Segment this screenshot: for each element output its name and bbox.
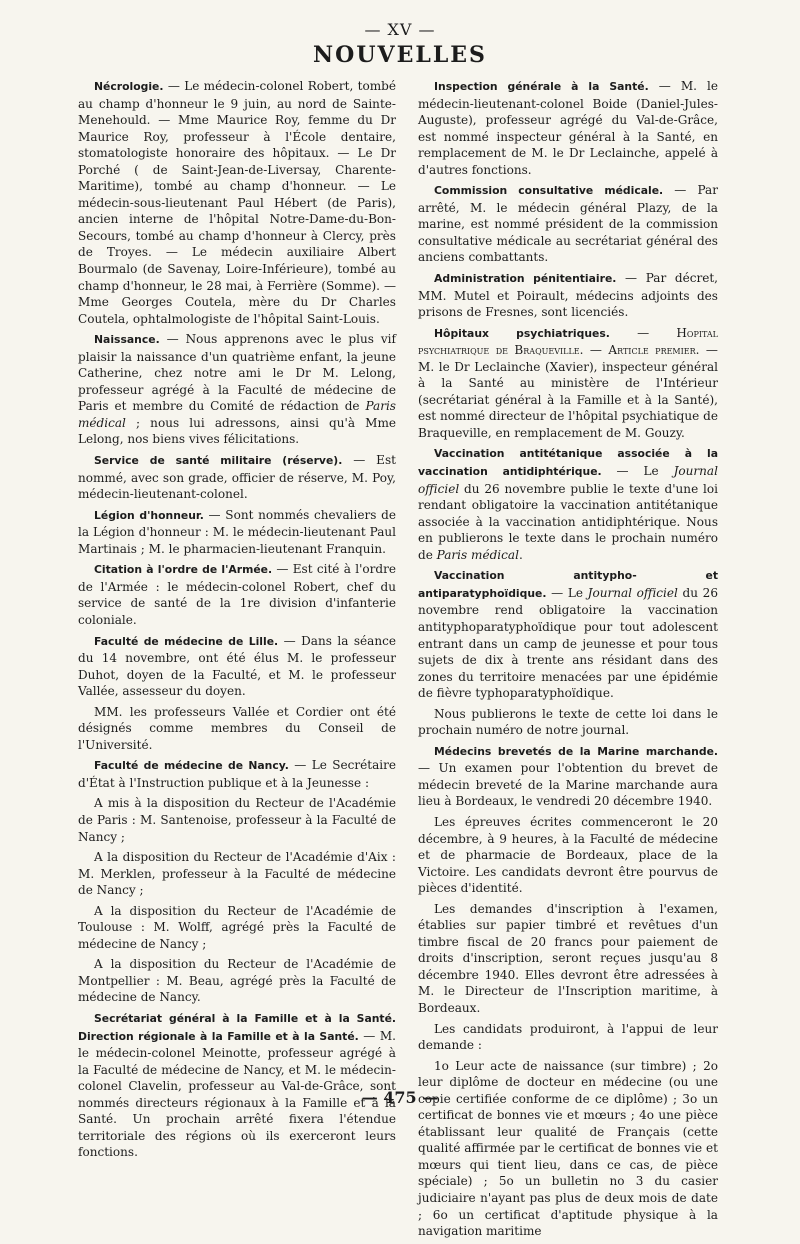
news-paragraph: A mis à la disposition du Recteur de l'Académie de Paris : M. Santenoise, professeur à la Faculté de Nancy ; [78, 796, 396, 844]
news-item-faculte-nancy [78, 757, 396, 791]
news-item-secretariat-famille [78, 1010, 396, 1161]
item-smallcaps: Hopital psychiatrique de Braqueville. — Article premier. [418, 325, 718, 358]
item-text-after: du 26 novembre publie le texte d'une loi rendant obligatoire la vaccination antitétanique associée à la vaccination antidiphtérique. Nous en publierons le texte dans le prochain numéro de [418, 481, 718, 562]
news-item-vaccination-antitypho [418, 567, 718, 701]
news-paragraph: Les épreuves écrites commenceront le 20 décembre, à 9 heures, à la Faculté de médecine et de pharmacie de Bordeaux, place de la Victoire. Les candidats devront être pourvus de pièces d'identité. [418, 814, 718, 896]
news-paragraph: A la disposition du Recteur de l'Académie de Montpellier : M. Beau, agrégé près la Faculté de médecine de Nancy. [78, 957, 396, 1005]
item-heading: Vaccination antitypho- et antiparatyphoïdique. [418, 569, 718, 600]
page-header: — XV — [364, 20, 436, 39]
news-paragraph: Les candidats produiront, à l'appui de leur demande : [418, 1021, 718, 1053]
news-paragraph: Les demandes d'inscription à l'examen, établies sur papier timbré et revêtues d'un timbre fiscal de 20 francs pour paiement de droits d'inscription, seront reçues jusqu'au 8 décembre 1940. Elles devront être adressées à M. le Directeur de l'Inscription maritime, à Bordeaux. [418, 901, 718, 1015]
item-italic: Journal officiel [587, 585, 678, 600]
item-text-end: . [518, 547, 523, 562]
page-number: — 475 — [361, 1088, 439, 1107]
item-text: — Le [546, 585, 588, 600]
news-item-administration [418, 270, 718, 321]
item-text: — Par décret, MM. Mutel et Poirault, médecins adjoints des prisons de Fresnes, sont licenciés. [418, 271, 718, 320]
item-heading: Médecins brevetés de la Marine marchande. [434, 744, 718, 758]
page-title: NOUVELLES [313, 42, 487, 68]
right-column [418, 78, 718, 1244]
item-text-after: ; nous lui adressons, ainsi qu'à Mme Lelong, nos biens vives félicitations. [78, 415, 396, 447]
news-paragraph: MM. les professeurs Vallée et Cordier ont été désignés comme membres du Conseil de l'Université. [78, 704, 396, 752]
item-text: — Dans la séance du 14 novembre, ont été élus M. le professeur Duhot, doyen de la Faculté, et M. le professeur Vallée, assesseur du doyen. [78, 633, 396, 699]
item-text: — Le [601, 464, 674, 479]
item-heading: Faculté de médecine de Nancy. [94, 759, 289, 773]
item-heading: Nécrologie. [94, 80, 164, 93]
item-heading: Naissance. [94, 333, 160, 347]
item-heading: Administration pénitentiaire. [434, 272, 617, 286]
item-text: — M. le médecin-lieutenant-colonel Boide (Daniel-Jules-Auguste), professeur agrégé du Val-de-Grâce, est nommé inspecteur général à la Santé, en remplacement de M. le Dr Leclainche, appelé à d'autres fonctions. [418, 79, 718, 177]
item-heading: Légion d'honneur. [94, 508, 204, 522]
left-column [78, 78, 396, 1165]
news-item-service-sante [78, 452, 396, 503]
item-italic: Paris médical [78, 399, 396, 430]
item-heading: Citation à l'ordre de l'Armée. [94, 563, 273, 577]
item-text: — Est cité à l'ordre de l'Armée : le médecin-colonel Robert, chef du service de santé de la 1re division d'infanterie coloniale. [78, 562, 396, 627]
news-paragraph: A la disposition du Recteur de l'Académie d'Aix : M. Merklen, professeur à la Faculté de médecine de Nancy ; [78, 850, 396, 898]
news-paragraph: Nous publierons le texte de cette loi dans le prochain numéro de notre journal. [418, 706, 718, 738]
item-heading: Service de santé militaire (réserve). [94, 454, 343, 468]
item-text: — Sont nommés chevaliers de la Légion d'honneur : M. le médecin-lieutenant Paul Martinais ; M. le pharmacien-lieutenant Franquin. [78, 507, 397, 556]
item-heading: Hôpitaux psychiatriques. [434, 326, 610, 340]
item-text: — Nous apprenons avec le plus vif plaisir la naissance d'un quatrième enfant, la jeune Catherine, chez notre ami le Dr M. Lelong, professeur agrégé à la Faculté de médecine de Paris et membre du Comité de rédaction de [78, 332, 396, 414]
news-item-vaccination-antitetanique [418, 445, 718, 563]
item-italic-2: Paris médical [436, 547, 519, 562]
item-heading: Vaccination antitétanique associée à la vaccination antidiphtérique. [418, 447, 718, 479]
item-text-after: — M. le Dr Leclainche (Xavier), inspecteur général à la Santé au ministère de l'Intérieur (secrétariat général à la Famille et à la Santé), est nommé directeur de l'hôpital psychiatique de Braqueville, en remplacement de M. Gouzy. [418, 343, 718, 440]
item-heading: Faculté de médecine de Lille. [94, 634, 279, 648]
item-text: — Par arrêté, M. le médecin général Plazy, de la marine, est nommé président de la commission consultative médicale au secrétariat général des anciens combattants. [418, 183, 718, 265]
item-heading: Commission consultative médicale. [434, 184, 664, 198]
news-item-commission [418, 182, 718, 266]
item-text: — Est nommé, avec son grade, officier de réserve, M. Poy, médecin-lieutenant-colonel. [78, 453, 396, 502]
news-paragraph: 1o Leur acte de naissance (sur timbre) ; 2o leur diplôme de docteur en médecine (ou une copie certifiée conforme de ce diplôme) ; 3o un certificat de bonnes vie et mœurs ; 4o une pièce établissant leur qualité de Français (cette qualité affirmée par le certificat de bonnes vie et mœurs qui tient lieu, dans ce cas, de pièce spéciale) ; 5o un bulletin no 3 du casier judiciaire n'ayant pas plus de deux mois de date ; 6o un certificat d'aptitude physique à la navigation maritime [418, 1058, 718, 1239]
news-item-necrologie [78, 78, 396, 327]
news-paragraph: A la disposition du Recteur de l'Académie de Toulouse : M. Wolff, agrégé près la Faculté de médecine de Nancy ; [78, 903, 396, 951]
news-item-faculte-lille [78, 633, 396, 700]
news-item-medecins-brevetes [418, 743, 718, 810]
news-item-inspection [418, 78, 718, 178]
news-item-citation [78, 561, 396, 628]
item-text-after: du 26 novembre rend obligatoire la vaccination antityphoparatyphoïdique pour tout adolescent entrant dans un camp de jeunesse et pour tous sujets de dix à trente ans résidant dans des zones du territoire menacées par une épidémie de fièvre typhoparatyphoïdique. [418, 585, 718, 701]
news-item-legion-honneur [78, 507, 396, 558]
item-text: — Le médecin-colonel Robert, tombé au champ d'honneur le 9 juin, au nord de Sainte-Menehould. — Mme Maurice Roy, femme du Dr Maurice Roy, professeur à l'École dentaire, stomatologiste honoraire des hôpitaux. — Le Dr Porché ( de Saint-Jean-de-Liversay, Charente-Maritime), tombé au champ d'honneur. — Le médecin-sous-lieutenant Paul Hébert (de Paris), ancien interne de l'hôpital Notre-Dame-du-Bon-Secours, tombé au champ d'honneur à Clercy, près de Troyes. — Le médecin auxiliaire Albert Bourmalo (de Savenay, Loire-Inférieure), tombé au champ d'honneur, le 28 mai, à Ferrière (Somme). — Mme Georges Coutela, mère du Dr Charles Coutela, ophtalmologiste de l'hôpital Saint-Louis. [78, 79, 396, 326]
item-heading: Inspection générale à la Santé. [434, 80, 649, 93]
item-text: — Le Secrétaire d'État à l'Instruction publique et à la Jeunesse : [78, 758, 397, 790]
news-item-hopitaux [418, 325, 718, 442]
item-italic: Journal officiel [418, 464, 718, 496]
news-item-naissance [78, 331, 396, 448]
item-text: — Un examen pour l'obtention du brevet de médecin breveté de la Marine marchande aura lieu à Bordeaux, le vendredi 20 décembre 1940. [418, 761, 718, 809]
item-heading: Secrétariat général à la Famille et à la Santé. Direction régionale à la Famille et à la Santé. [78, 1011, 396, 1043]
item-text: — [609, 325, 677, 340]
item-text: — M. le médecin-colonel Meinotte, professeur agrégé à la Faculté de médecine de Nancy, et M. le médecin-colonel Clavelin, professeur au Val-de-Grâce, sont nommés directeurs régionaux à la Famille et à la Santé. Un prochain arrêté fixera l'étendue territoriale des régions où ils exerceront leurs fonctions. [78, 1028, 396, 1160]
